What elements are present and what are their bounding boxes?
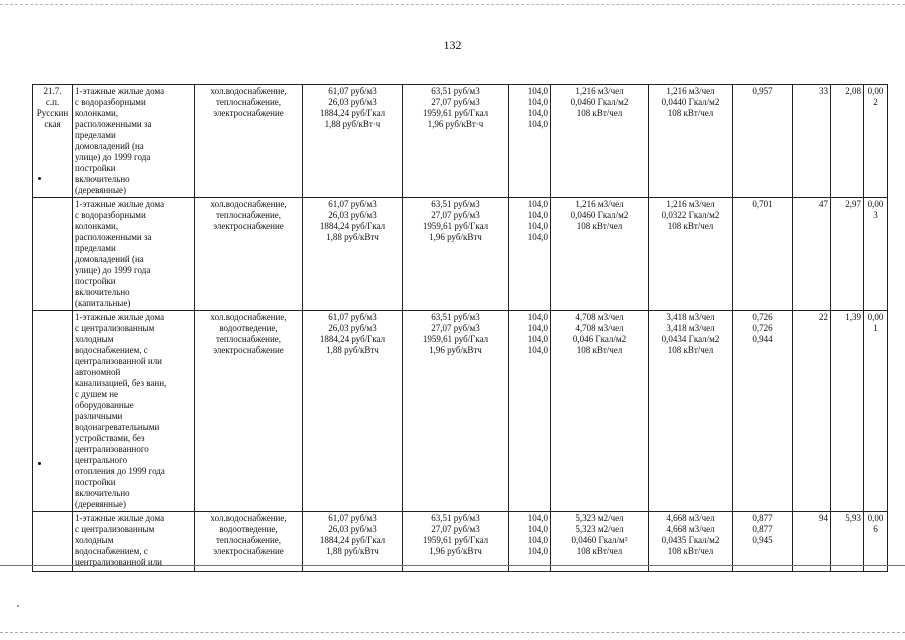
cell-description (73, 311, 195, 512)
cell-value: 2,97 (831, 198, 864, 311)
cell-description-line: автономной (75, 367, 121, 377)
cell-description-line: различными (75, 411, 123, 421)
cell-description-line: включительно (75, 488, 130, 498)
cell-tariff-new-line: 63,51 руб/м3 (431, 513, 480, 523)
cell-description-line: оборудованные (75, 400, 134, 410)
cell-tariff-base (303, 311, 403, 512)
cell-description-line: централизованной или (75, 356, 163, 366)
cell-tariff-new-line: 1,96 руб/кВт·ч (427, 119, 484, 129)
cell-value: 2,08 (831, 85, 864, 198)
cell-count: 47 (793, 198, 831, 311)
cell-description-line: постройки (75, 477, 116, 487)
cell-tariff-base-line: 26,03 руб/м3 (328, 210, 377, 220)
cell-norm-new (649, 85, 733, 198)
cell-tariff-base-line: 1884,24 руб/Гкал (319, 108, 386, 118)
cell-services-line: хол.водоснабжение, (210, 312, 287, 322)
cell-norm-old-line: 108 кВт/чел (576, 345, 623, 355)
cell-tariff-new-line: 1959,61 руб/Гкал (422, 535, 489, 545)
cell-services-line: теплоснабжение, (215, 535, 282, 545)
cell-number-line: ская (44, 119, 61, 129)
cell-index-line: 104,0 (527, 312, 548, 322)
cell-number-line: Русскин (36, 108, 69, 118)
cell-index-line: 104,0 (527, 232, 548, 242)
scan-speck (17, 605, 19, 607)
cell-tariff-new-line: 27,07 руб/м3 (431, 323, 480, 333)
cell-coefficient-line: 0,957 (752, 86, 773, 96)
cell-description-line: улице) до 1999 года (75, 265, 151, 275)
cell-description-line: постройки (75, 163, 116, 173)
cell-tariff-new-line: 1,96 руб/кВтч (429, 546, 482, 556)
cell-value: 5,93 (831, 512, 864, 572)
cell-norm-old-line: 108 кВт/чел (576, 546, 623, 556)
cell-tariff-base-line: 26,03 руб/м3 (328, 323, 377, 333)
cell-share-line: 0,00 (867, 86, 884, 96)
cell-norm-old-line: 4,708 м3/чел (575, 323, 624, 333)
cell-services-line: хол.водоснабжение, (210, 199, 287, 209)
cell-index-line: 104,0 (527, 108, 548, 118)
cell-tariff-new (403, 198, 509, 311)
cell-tariff-new-line: 1959,61 руб/Гкал (422, 108, 489, 118)
cell-tariff-base (303, 85, 403, 198)
cell-number-line: с.п. (45, 97, 60, 107)
cell-tariff-new-line: 27,07 руб/м3 (431, 97, 480, 107)
cell-description-line: пределами (75, 243, 116, 253)
cell-number (33, 85, 73, 198)
cell-index-line: 104,0 (527, 345, 548, 355)
cell-description-line: с водоразборными (75, 210, 146, 220)
bottom-rule (0, 565, 905, 566)
cell-description-line: отопления до 1999 года (75, 466, 165, 476)
cell-norm-new-line: 0,0435 Гкал/м2 (661, 535, 720, 545)
cell-coefficient-line: 0,877 (752, 524, 773, 534)
cell-services (195, 311, 303, 512)
cell-index-line: 104,0 (527, 199, 548, 209)
cell-coefficient-line: 0,726 (752, 312, 773, 322)
cell-norm-new-line: 0,0434 Гкал/м2 (661, 334, 720, 344)
cell-services (195, 85, 303, 198)
cell-tariff-new-line: 63,51 руб/м3 (431, 86, 480, 96)
cell-tariff-base (303, 512, 403, 572)
cell-value: 1,39 (831, 311, 864, 512)
cell-tariff-base-line: 1,88 руб/кВт·ч (324, 119, 381, 129)
cell-index (509, 198, 551, 311)
cell-tariff-new-line: 63,51 руб/м3 (431, 199, 480, 209)
cell-description-line: водоснабжением, с (75, 546, 148, 556)
cell-tariff-new-line: 27,07 руб/м3 (431, 524, 480, 534)
cell-tariff-base-line: 1,88 руб/кВтч (326, 345, 379, 355)
cell-description-line: (капитальные) (75, 298, 131, 308)
cell-tariff-new-line: 1,96 руб/кВтч (429, 232, 482, 242)
cell-description (73, 85, 195, 198)
page-number: 132 (443, 38, 462, 52)
cell-coefficient-line: 0,944 (752, 334, 773, 344)
cell-description-line: с душем не (75, 389, 119, 399)
cell-share-line: 1 (873, 323, 878, 333)
cell-number (33, 311, 73, 512)
cell-coefficient (733, 311, 793, 512)
cell-description-line: с водоразборными (75, 97, 146, 107)
cell-coefficient-line: 0,877 (752, 513, 773, 523)
cell-description-line: централизованной или (75, 557, 163, 567)
cell-tariff-base-line: 61,07 руб/м3 (328, 513, 377, 523)
cell-description (73, 512, 195, 572)
cell-tariff-new (403, 85, 509, 198)
cell-description-line: колонками, (75, 221, 119, 231)
cell-services-line: электроснабжение (213, 108, 284, 118)
cell-tariff-base (303, 198, 403, 311)
cell-norm-old (551, 311, 649, 512)
cell-norm-new-line: 108 кВт/чел (667, 108, 714, 118)
cell-tariff-new-line: 1,96 руб/кВтч (429, 345, 482, 355)
cell-share (864, 198, 888, 311)
cell-index-line: 104,0 (527, 97, 548, 107)
cell-norm-new-line: 1,216 м3/чел (666, 199, 715, 209)
cell-norm-old (551, 85, 649, 198)
cell-description-line: канализацией, без ванн, (75, 378, 167, 388)
cell-description-line: холодным (75, 535, 114, 545)
bullet-mark (38, 462, 41, 465)
cell-services-line: водоотведение, (219, 524, 278, 534)
table-row (33, 512, 888, 572)
cell-number (33, 512, 73, 572)
cell-number (33, 198, 73, 311)
cell-share-line: 2 (873, 97, 878, 107)
cell-services-line: теплоснабжение, (215, 210, 282, 220)
cell-share-line: 0,00 (867, 312, 884, 322)
top-dashed-rule (0, 4, 905, 5)
bullet-mark (38, 177, 41, 180)
cell-description-line: включительно (75, 287, 130, 297)
cell-norm-old-line: 108 кВт/чел (576, 108, 623, 118)
cell-description-line: 1-этажные жилые дома (75, 312, 165, 322)
cell-description-line: колонками, (75, 108, 119, 118)
cell-tariff-new-line: 1959,61 руб/Гкал (422, 334, 489, 344)
table-row (33, 85, 888, 198)
table-body (33, 85, 888, 572)
cell-index-line: 104,0 (527, 210, 548, 220)
cell-index-line: 104,0 (527, 546, 548, 556)
cell-share-line: 3 (873, 210, 878, 220)
cell-tariff-new (403, 512, 509, 572)
cell-norm-new-line: 108 кВт/чел (667, 546, 714, 556)
cell-services-line: теплоснабжение, (215, 97, 282, 107)
cell-description-line: холодным (75, 334, 114, 344)
cell-share (864, 85, 888, 198)
cell-index (509, 311, 551, 512)
cell-norm-old-line: 0,0460 Гкал/м2 (570, 97, 629, 107)
cell-share-line: 6 (873, 524, 878, 534)
cell-share (864, 311, 888, 512)
cell-tariff-new-line: 27,07 руб/м3 (431, 210, 480, 220)
cell-services-line: хол.водоснабжение, (210, 513, 287, 523)
cell-index (509, 85, 551, 198)
cell-description-line: центрального (75, 455, 128, 465)
cell-description-line: постройки (75, 276, 116, 286)
cell-tariff-base-line: 26,03 руб/м3 (328, 524, 377, 534)
cell-norm-new-line: 0,0440 Гкал/м2 (661, 97, 720, 107)
cell-description-line: улице) до 1999 года (75, 152, 151, 162)
cell-tariff-base-line: 61,07 руб/м3 (328, 312, 377, 322)
cell-norm-new-line: 4,668 м3/чел (666, 524, 715, 534)
cell-description-line: включительно (75, 174, 130, 184)
cell-index-line: 104,0 (527, 86, 548, 96)
cell-norm-new-line: 108 кВт/чел (667, 345, 714, 355)
cell-description-line: устройствами, без (75, 433, 145, 443)
cell-norm-old-line: 4,708 м3/чел (575, 312, 624, 322)
table-row (33, 198, 888, 311)
cell-index (509, 512, 551, 572)
cell-description-line: пределами (75, 130, 116, 140)
table-row (33, 311, 888, 512)
cell-norm-new (649, 198, 733, 311)
cell-services-line: электроснабжение (213, 221, 284, 231)
cell-description-line: 1-этажные жилые дома (75, 199, 165, 209)
cell-norm-new-line: 0,0322 Гкал/м2 (661, 210, 720, 220)
cell-coefficient (733, 198, 793, 311)
cell-description-line: с централизованным (75, 323, 155, 333)
cell-index-line: 104,0 (527, 524, 548, 534)
cell-tariff-base-line: 61,07 руб/м3 (328, 86, 377, 96)
cell-description-line: централизованного (75, 444, 149, 454)
cell-tariff-new-line: 63,51 руб/м3 (431, 312, 480, 322)
cell-number-line: 21.7. (43, 86, 62, 96)
cell-description-line: домовладений (на (75, 254, 144, 264)
cell-norm-old (551, 512, 649, 572)
cell-norm-old-line: 5,323 м2/чел (575, 513, 624, 523)
cell-coefficient-line: 0,701 (752, 199, 773, 209)
cell-norm-new-line: 3,418 м3/чел (666, 323, 715, 333)
cell-services-line: хол.водоснабжение, (210, 86, 287, 96)
cell-tariff-base-line: 1884,24 руб/Гкал (319, 535, 386, 545)
cell-description-line: домовладений (на (75, 141, 144, 151)
cell-services-line: теплоснабжение, (215, 334, 282, 344)
cell-norm-new (649, 512, 733, 572)
cell-coefficient (733, 85, 793, 198)
cell-share (864, 512, 888, 572)
cell-norm-old-line: 0,046 Гкал/м2 (572, 334, 627, 344)
tariff-table (32, 84, 888, 572)
cell-services-line: электроснабжение (213, 546, 284, 556)
cell-index-line: 104,0 (527, 119, 548, 129)
cell-norm-new-line: 1,216 м3/чел (666, 86, 715, 96)
cell-index-line: 104,0 (527, 221, 548, 231)
cell-norm-new-line: 3,418 м3/чел (666, 312, 715, 322)
cell-norm-old-line: 1,216 м3/чел (575, 199, 624, 209)
cell-norm-old-line: 108 кВт/чел (576, 221, 623, 231)
cell-tariff-base-line: 26,03 руб/м3 (328, 97, 377, 107)
cell-coefficient-line: 0,945 (752, 535, 773, 545)
cell-coefficient-line: 0,726 (752, 323, 773, 333)
cell-norm-old-line: 0,0460 Гкал/м² (571, 535, 628, 545)
cell-tariff-base-line: 1884,24 руб/Гкал (319, 221, 386, 231)
cell-norm-new (649, 311, 733, 512)
cell-description-line: с централизованным (75, 524, 155, 534)
cell-description-line: расположенными за (75, 119, 152, 129)
cell-services (195, 198, 303, 311)
cell-tariff-base-line: 1884,24 руб/Гкал (319, 334, 386, 344)
cell-share-line: 0,00 (867, 513, 884, 523)
cell-description-line: (деревянные) (75, 185, 127, 195)
cell-tariff-new-line: 1959,61 руб/Гкал (422, 221, 489, 231)
cell-tariff-base-line: 1,88 руб/кВтч (326, 546, 379, 556)
cell-count: 94 (793, 512, 831, 572)
cell-norm-old-line: 1,216 м3/чел (575, 86, 624, 96)
cell-index-line: 104,0 (527, 513, 548, 523)
cell-description-line: расположенными за (75, 232, 152, 242)
cell-norm-new-line: 108 кВт/чел (667, 221, 714, 231)
cell-description-line: 1-этажные жилые дома (75, 86, 165, 96)
cell-tariff-base-line: 61,07 руб/м3 (328, 199, 377, 209)
cell-services (195, 512, 303, 572)
cell-description-line: водоснабжением, с (75, 345, 148, 355)
cell-count: 33 (793, 85, 831, 198)
cell-norm-old-line: 0,0460 Гкал/м2 (570, 210, 629, 220)
cell-coefficient (733, 512, 793, 572)
cell-description-line: 1-этажные жилые дома (75, 513, 165, 523)
cell-count: 22 (793, 311, 831, 512)
cell-services-line: водоотведение, (219, 323, 278, 333)
cell-norm-old (551, 198, 649, 311)
cell-tariff-base-line: 1,88 руб/кВтч (326, 232, 379, 242)
cell-share-line: 0,00 (867, 199, 884, 209)
cell-index-line: 104,0 (527, 535, 548, 545)
cell-description (73, 198, 195, 311)
cell-description-line: (деревянные) (75, 499, 127, 509)
cell-description-line: водонагревательными (75, 422, 160, 432)
cell-index-line: 104,0 (527, 323, 548, 333)
cell-norm-old-line: 5,323 м2/чел (575, 524, 624, 534)
bottom-dashed-rule (0, 632, 905, 633)
cell-index-line: 104,0 (527, 334, 548, 344)
cell-services-line: электроснабжение (213, 345, 284, 355)
cell-tariff-new (403, 311, 509, 512)
cell-norm-new-line: 4,668 м3/чел (666, 513, 715, 523)
